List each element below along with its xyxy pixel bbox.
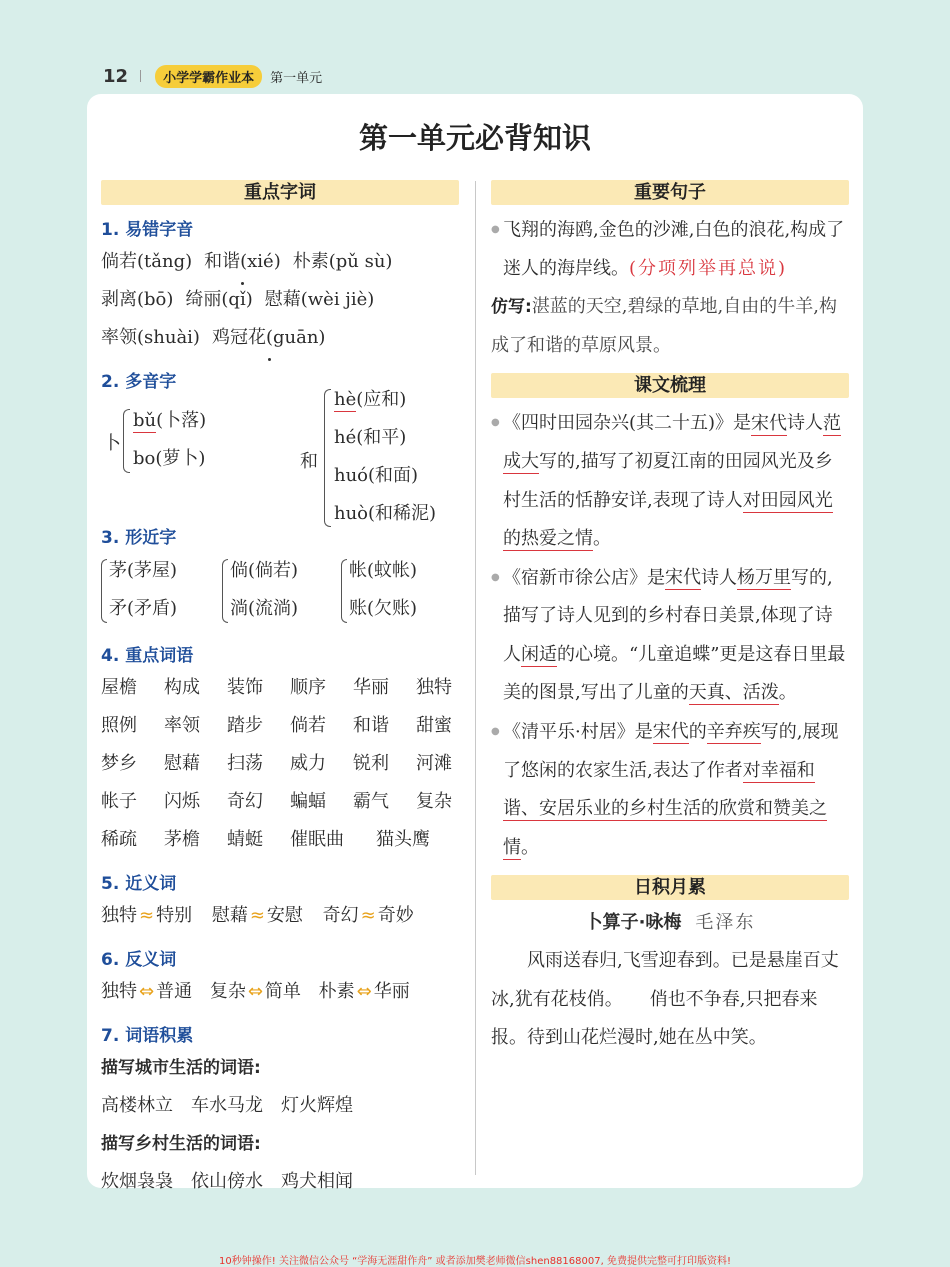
- approx-symbol: ≈: [360, 905, 376, 926]
- word-item: 华丽: [353, 677, 389, 698]
- pronunciation-list: [101, 243, 459, 357]
- text: 诗人: [787, 412, 824, 434]
- pronunciation-row: [101, 319, 459, 357]
- text: 的: [688, 721, 707, 742]
- text: 《清平乐·村居》是: [503, 721, 653, 742]
- similar-char-item: 账(欠账): [349, 598, 418, 619]
- word: 安慰: [266, 905, 303, 926]
- polyphonic-reading: bo(萝卜): [133, 448, 206, 469]
- polyphonic-reading: hé(和平): [334, 427, 407, 448]
- underlined-text: 范成大: [503, 412, 842, 472]
- word: 朴素: [318, 981, 355, 1002]
- section-banner-key-words: 重点字词: [101, 180, 459, 205]
- word-item: 照例: [101, 715, 137, 736]
- word-item: 闪烁: [164, 791, 200, 812]
- text: 诗人: [701, 566, 737, 588]
- series-badge: 小学学霸作业本: [155, 65, 262, 88]
- similar-char-item: 倘(倘若): [230, 560, 299, 581]
- polyphonic-reading: huò(和稀泥): [334, 503, 437, 524]
- word: 特别: [156, 905, 193, 926]
- word-item: 顺序: [290, 677, 326, 698]
- page-title: 第一单元必背知识: [358, 121, 591, 155]
- sentence-note: (分项列举再总说): [629, 257, 788, 279]
- underlined-text: 天真、活泼: [688, 682, 779, 704]
- word-item: 猫头鹰: [376, 829, 430, 850]
- sentence-text: 飞翔的海鸥,金色的沙滩,白色的浪花,构成了迷人的海岸线。: [503, 219, 845, 279]
- pronunciation-item: 率领(shuài): [101, 327, 200, 348]
- summary-paragraph: [491, 559, 849, 713]
- brace-mark: [101, 559, 107, 623]
- header-divider: [140, 70, 141, 82]
- word-group-label: 描写乡村生活的词语:: [101, 1134, 261, 1154]
- bullet-icon: ●: [491, 417, 500, 429]
- word-item: 倘若: [290, 715, 326, 736]
- word: 奇妙: [377, 905, 414, 926]
- imitation-text: 湛蓝的天空,碧绿的草地,自由的牛羊,构成了和谐的草原风景。: [491, 296, 837, 356]
- text: 。: [521, 836, 539, 858]
- polyphonic-block: [101, 389, 459, 524]
- word-row: [101, 821, 459, 859]
- underlined-text: 宋代: [665, 566, 701, 588]
- poem-author: 毛泽东: [695, 912, 756, 933]
- synonyms-row: [101, 897, 459, 935]
- pronunciation-item: 绮丽(qǐ): [185, 289, 253, 310]
- text: 写的,描写了初夏江南的田园风光及乡村生活的恬静安详,表现了诗人: [503, 451, 833, 511]
- word-item: 慰藉: [164, 753, 200, 774]
- pronunciation-row: [101, 281, 459, 319]
- example-word: (应和): [356, 389, 407, 410]
- brace-mark: [341, 559, 347, 623]
- underlined-text: 对田园风光的热爱之情: [503, 489, 833, 549]
- opposite-symbol: ⇔: [356, 981, 372, 1002]
- word-row: [101, 745, 459, 783]
- word: 复杂: [209, 981, 246, 1002]
- text: 《宿新市徐公店》是: [503, 566, 665, 588]
- brace-mark: [222, 559, 228, 623]
- pronunciation-item: 慰藉(wèi jiè): [264, 289, 375, 310]
- word: 普通: [156, 981, 193, 1002]
- approx-symbol: ≈: [249, 905, 265, 926]
- pinyin-underlined: hè: [334, 389, 357, 410]
- word-item: 蝙蝠: [290, 791, 326, 812]
- word: 独特: [101, 981, 137, 1002]
- word-item: 奇幻: [227, 791, 263, 812]
- pronunciation-item: 鸡冠花(guān): [212, 319, 325, 357]
- text: 。: [778, 682, 797, 704]
- opposite-symbol: ⇔: [139, 981, 155, 1002]
- subsection-title: 2. 多音字: [101, 372, 177, 392]
- poem-title: 卜算子·咏梅: [584, 912, 682, 933]
- important-sentence: [491, 211, 849, 288]
- pronunciation-row: [101, 243, 459, 281]
- bullet-icon: ●: [491, 725, 500, 737]
- word-item: 催眠曲: [290, 829, 344, 850]
- section-banner-sentences: 重要句子: [491, 180, 849, 205]
- word-item: 威力: [290, 753, 326, 774]
- word-item: 蜻蜓: [227, 829, 263, 850]
- word-item: 茅檐: [164, 829, 200, 850]
- underlined-text: 辛弃疾: [706, 721, 761, 742]
- word-item: 河滩: [416, 753, 452, 774]
- word-group: 炊烟袅袅 依山傍水 鸡犬相闻: [101, 1171, 353, 1192]
- word-row: [101, 783, 459, 821]
- similar-char-item: 矛(矛盾): [109, 598, 178, 619]
- word-item: 屋檐: [101, 677, 137, 698]
- text: 《四时田园杂兴(其二十五)》是: [503, 412, 752, 434]
- right-column: [491, 180, 849, 1058]
- polyphonic-char-bu: 卜: [103, 433, 121, 454]
- text: 的心境。“儿童追蝶”更是这春日里最美的图景,写出了儿童的: [503, 643, 846, 704]
- word-item: 甜蜜: [416, 715, 452, 736]
- pronunciation-item: 倘若(tǎng): [101, 251, 193, 272]
- word-item: 踏步: [227, 715, 263, 736]
- pinyin-underlined: bǔ: [133, 410, 157, 431]
- left-column: [101, 180, 459, 1201]
- section-banner-text-summary: 课文梳理: [491, 373, 849, 398]
- underlined-text: 宋代: [652, 721, 689, 742]
- word: 奇幻: [322, 905, 359, 926]
- subsection-title: 5. 近义词: [101, 874, 177, 894]
- word-row: [101, 669, 459, 707]
- content-card: [87, 94, 863, 1192]
- approx-symbol: ≈: [139, 905, 155, 926]
- similar-char-item: 茅(茅屋): [109, 560, 178, 581]
- polyphonic-reading: [334, 381, 406, 419]
- subsection-title: 6. 反义词: [101, 950, 177, 970]
- underlined-text: 闲适: [521, 643, 557, 665]
- word-item: 率领: [164, 715, 200, 736]
- footer-note: 10秒钟操作! 关注微信公众号 “学海无涯甜作舟” 或者添加樊老师微信shen88168007, 免费提供完整可打印版资料!: [219, 1256, 731, 1267]
- pronunciation-item: 和谐(xié): [204, 243, 281, 281]
- word: 华丽: [373, 981, 410, 1002]
- word-group: 高楼林立 车水马龙 灯火辉煌: [101, 1095, 353, 1116]
- section-banner-daily-accumulation: 日积月累: [491, 875, 849, 900]
- pronunciation-item: 剥离(bō): [101, 289, 174, 310]
- brace-mark: [123, 409, 130, 473]
- word-item: 霸气: [353, 791, 389, 812]
- word-item: 锐利: [353, 753, 389, 774]
- subsection-title: 1. 易错字音: [101, 220, 194, 240]
- word-item: 独特: [416, 677, 452, 698]
- underlined-text: 对幸福和谐、安居乐业的乡村生活的欣赏和赞美之情: [503, 759, 827, 858]
- underlined-text: 宋代: [751, 412, 788, 434]
- polyphonic-reading: huó(和面): [334, 465, 419, 486]
- bullet-icon: ●: [491, 571, 500, 583]
- text: 。: [593, 528, 611, 549]
- pronunciation-item: 朴素(pǔ sù): [292, 251, 393, 272]
- polyphonic-char-he: 和: [300, 451, 318, 472]
- poem-body: 风雨送春归,飞雪迎春到。已是悬崖百丈冰,犹有花枝俏。 俏也不争春,只把春来报。待到山花烂漫时,她在丛中笑。: [491, 950, 839, 1048]
- word-item: 和谐: [353, 715, 389, 736]
- antonyms-row: [101, 973, 459, 1011]
- word: 慰藉: [211, 905, 248, 926]
- word-group-label: 描写城市生活的词语:: [101, 1058, 261, 1078]
- page-header: [103, 64, 322, 88]
- subsection-title: 3. 形近字: [101, 528, 177, 548]
- similar-char-item: 淌(流淌): [230, 598, 299, 619]
- text: 写的,描写了诗人见到的乡村春日美景,体现了诗人: [503, 566, 833, 665]
- imitation-sentence: [491, 288, 849, 365]
- example-word: (卜落): [156, 410, 207, 431]
- word-item: 装饰: [227, 677, 263, 698]
- word: 独特: [101, 905, 137, 926]
- opposite-symbol: ⇔: [247, 981, 263, 1002]
- page-number: 12: [103, 65, 129, 87]
- imitation-label: 仿写:: [491, 297, 532, 318]
- word-item: 帐子: [101, 791, 137, 812]
- summary-paragraph: [491, 404, 849, 558]
- poem-heading: [491, 904, 849, 942]
- unit-label: 第一单元: [270, 70, 323, 86]
- subsection-title: 4. 重点词语: [101, 646, 194, 666]
- word-item: 复杂: [416, 791, 452, 812]
- word-row: [101, 707, 459, 745]
- word-item: 构成: [164, 677, 200, 698]
- similar-chars-block: [101, 551, 459, 631]
- brace-mark: [324, 389, 331, 527]
- similar-char-item: 帐(蚊帐): [349, 560, 418, 581]
- bullet-icon: ●: [491, 224, 500, 235]
- underlined-text: 杨万里: [737, 566, 791, 588]
- summary-paragraph: [491, 713, 849, 867]
- word-item: 梦乡: [101, 753, 137, 774]
- word-item: 稀疏: [101, 829, 137, 850]
- subsection-title: 7. 词语积累: [101, 1026, 194, 1046]
- word: 简单: [264, 981, 301, 1002]
- polyphonic-reading: [133, 403, 206, 439]
- text: 写的,展现了悠闲的农家生活,表达了作者: [503, 721, 839, 781]
- key-words-grid: [101, 669, 459, 859]
- word-item: 扫荡: [227, 753, 263, 774]
